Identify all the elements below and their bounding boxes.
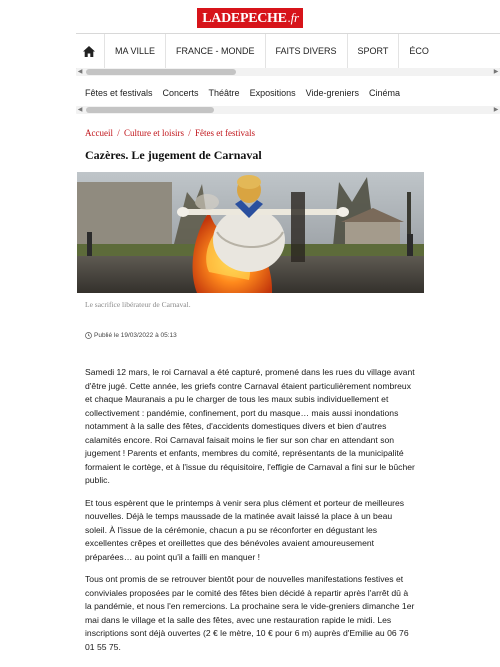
scroll-right-icon[interactable]: ▶ bbox=[493, 107, 499, 113]
publish-date-text: Publié le 19/03/2022 à 05:13 bbox=[94, 332, 177, 339]
main-nav bbox=[76, 33, 500, 69]
article-paragraph: Samedi 12 mars, le roi Carnaval a été capturé, promené dans les rues du village avant d'être jugé. Cette année, les griefs contre Carnaval étaient particulièrement nombreux et chaque Mauranais a pu le charger de tous les maux subis individuellement et collectivement : pandémie, confinement, port du masque… mais aussi inondations notamment à la salle des fêtes, d'accidents domestiques divers et bien d'autres calamités encore. Roi Carnaval faisait moins le fier sur son char en attendant son jugement ! Parents et enfants, membres du comité, représentants de la municipalité formaient le cortège, et à l'issue du réquisitoire, l'effigie de Carnaval a fini sur le bûcher public. bbox=[85, 367, 415, 485]
nav-item-faits-divers[interactable] bbox=[266, 34, 348, 68]
nav-item-label: FRANCE - MONDE bbox=[176, 46, 255, 56]
article-paragraph: Et tous espèrent que le printemps à venir sera plus clément et porteur de meilleures nouvelles. Déjà le temps maussade de la matinée avait laissé la place à un beau soleil. À l'issue de la cérémonie, chacun a pu se réconforter en dégustant les excellentes crêpes et oreillettes que des bénévoles avaient amoureusement préparées… au point qu'il a failli en manquer ! bbox=[85, 497, 405, 562]
nav-item-label: MA VILLE bbox=[115, 46, 156, 56]
logo-text: LADEPECHE bbox=[202, 11, 287, 26]
sub-nav-scrollbar[interactable] bbox=[76, 106, 500, 114]
main-nav-scrollbar[interactable] bbox=[76, 68, 500, 76]
breadcrumb-item-home[interactable]: Accueil bbox=[85, 128, 113, 138]
scroll-thumb[interactable] bbox=[86, 69, 236, 75]
subnav-item-fetes[interactable]: Fêtes et festivals bbox=[85, 88, 153, 98]
breadcrumb-item-culture[interactable]: Culture et loisirs bbox=[124, 128, 184, 138]
nav-item-ma-ville[interactable] bbox=[105, 34, 166, 68]
article-photo bbox=[77, 172, 424, 293]
home-icon bbox=[83, 46, 95, 57]
clock-icon bbox=[85, 332, 92, 339]
nav-item-label: FAITS DIVERS bbox=[275, 46, 337, 56]
breadcrumb bbox=[85, 128, 255, 138]
breadcrumb-item-fetes[interactable]: Fêtes et festivals bbox=[195, 128, 256, 138]
home-button[interactable] bbox=[76, 34, 105, 68]
scroll-right-icon[interactable]: ▶ bbox=[493, 69, 499, 75]
subnav-item-expositions[interactable]: Expositions bbox=[249, 88, 296, 98]
article-title: Cazères. Le jugement de Carnaval bbox=[85, 148, 262, 162]
breadcrumb-separator: / bbox=[188, 128, 191, 138]
subnav-item-cinema[interactable]: Cinéma bbox=[368, 88, 400, 98]
nav-item-eco[interactable] bbox=[399, 34, 439, 68]
scroll-left-icon[interactable]: ◀ bbox=[77, 107, 83, 113]
subnav-item-concerts[interactable]: Concerts bbox=[162, 88, 199, 98]
nav-item-sport[interactable] bbox=[348, 34, 400, 68]
sub-nav bbox=[76, 82, 500, 104]
site-header bbox=[0, 8, 500, 30]
nav-item-france-monde[interactable] bbox=[166, 34, 266, 68]
scroll-thumb[interactable] bbox=[86, 107, 214, 113]
scroll-left-icon[interactable]: ◀ bbox=[77, 69, 83, 75]
publish-date bbox=[85, 332, 177, 339]
carnaval-photo bbox=[77, 172, 424, 293]
site-logo[interactable] bbox=[197, 8, 302, 28]
article-body bbox=[85, 366, 415, 663]
photo-caption: Le sacrifice libérateur de Carnaval. bbox=[85, 300, 191, 309]
nav-item-label: ÉCO bbox=[409, 46, 429, 56]
nav-item-label: SPORT bbox=[357, 46, 389, 56]
subnav-item-theatre[interactable]: Théâtre bbox=[208, 88, 240, 98]
article-paragraph: Tous ont promis de se retrouver bientôt pour de nouvelles manifestations festives et conviviales proposées par le comité des fêtes bien décidé à repartir après l'arrêt dû à la pandémie, et nous l'en remercions. La prochaine sera le vide-greniers dimanche 1er mai dans le village et la salle des fêtes, avec une restauration rapide le midi. Les inscriptions sont déjà ouvertes (2 € le mètre, 10 € pour 6 m) auprès d'Emilie au 06 76 01 55 75. bbox=[85, 574, 415, 652]
logo-tld: .fr bbox=[287, 10, 299, 25]
breadcrumb-separator: / bbox=[117, 128, 120, 138]
subnav-item-vide-greniers[interactable]: Vide-greniers bbox=[305, 88, 359, 98]
